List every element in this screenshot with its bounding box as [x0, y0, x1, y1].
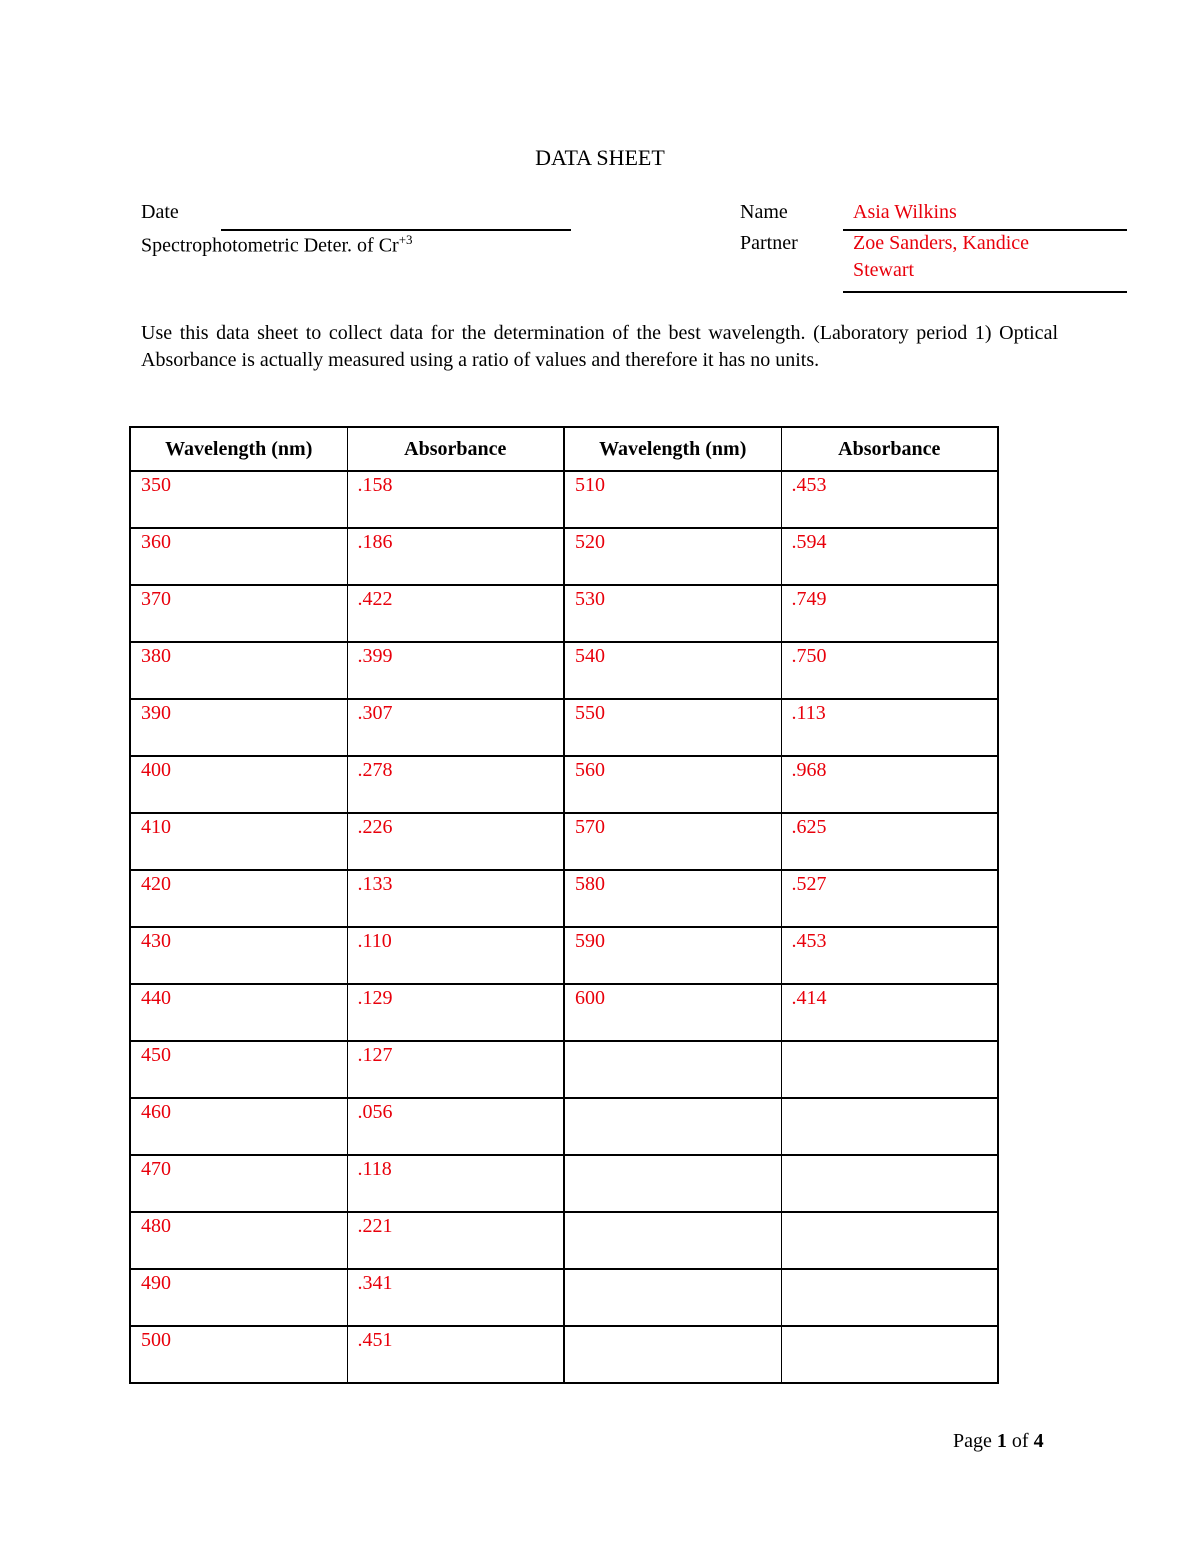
wavelength-value: 510 [575, 474, 605, 496]
absorbance-cell[interactable] [347, 870, 564, 927]
wavelength-value: 410 [141, 816, 171, 838]
wavelength-cell[interactable] [130, 1326, 347, 1383]
experiment-title [141, 232, 413, 258]
table-row [130, 699, 998, 756]
header-absorbance-1: Absorbance [347, 427, 564, 471]
absorbance-value: .129 [357, 987, 393, 1009]
absorbance-value: .226 [357, 816, 393, 838]
absorbance-value: .158 [357, 474, 393, 496]
partner-label: Partner [740, 232, 798, 254]
wavelength-value [565, 1042, 781, 1044]
wavelength-value: 550 [575, 702, 605, 724]
absorbance-cell[interactable] [347, 585, 564, 642]
table-row [130, 756, 998, 813]
absorbance-value: .625 [791, 816, 827, 838]
wavelength-cell[interactable] [564, 528, 781, 585]
wavelength-value [565, 1099, 781, 1101]
absorbance-cell[interactable] [781, 870, 998, 927]
name-value: Asia Wilkins [853, 201, 957, 223]
absorbance-value: .453 [791, 930, 827, 952]
absorbance-cell[interactable] [347, 1041, 564, 1098]
absorbance-value: .278 [357, 759, 393, 781]
wavelength-cell[interactable] [564, 1326, 781, 1383]
absorbance-cell[interactable] [781, 1326, 998, 1383]
table-row [130, 471, 998, 528]
absorbance-cell[interactable] [781, 927, 998, 984]
wavelength-cell[interactable] [130, 756, 347, 813]
table-row [130, 1098, 998, 1155]
table-row [130, 1212, 998, 1269]
absorbance-cell[interactable] [781, 984, 998, 1041]
absorbance-cell[interactable] [781, 1155, 998, 1212]
table-row [130, 1269, 998, 1326]
table-row [130, 585, 998, 642]
absorbance-cell[interactable] [781, 699, 998, 756]
wavelength-cell[interactable] [564, 1269, 781, 1326]
wavelength-cell[interactable] [564, 1155, 781, 1212]
absorbance-cell[interactable] [781, 642, 998, 699]
absorbance-value: .056 [357, 1101, 393, 1123]
absorbance-cell[interactable] [781, 585, 998, 642]
wavelength-cell[interactable] [130, 1155, 347, 1212]
absorbance-value: .750 [791, 645, 827, 667]
absorbance-cell[interactable] [347, 1269, 564, 1326]
wavelength-cell[interactable] [130, 1269, 347, 1326]
absorbance-value [782, 1213, 998, 1215]
wavelength-cell[interactable] [564, 699, 781, 756]
absorbance-cell[interactable] [347, 756, 564, 813]
wavelength-value: 520 [575, 531, 605, 553]
absorbance-value: .186 [357, 531, 393, 553]
wavelength-cell[interactable] [564, 813, 781, 870]
absorbance-cell[interactable] [347, 927, 564, 984]
absorbance-cell[interactable] [781, 756, 998, 813]
partner-field[interactable] [843, 231, 1127, 293]
wavelength-value: 500 [141, 1329, 171, 1351]
wavelength-value: 480 [141, 1215, 171, 1237]
wavelength-value [565, 1156, 781, 1158]
table-row [130, 1041, 998, 1098]
wavelength-value: 350 [141, 474, 171, 496]
absorbance-cell[interactable] [781, 471, 998, 528]
wavelength-value [565, 1270, 781, 1272]
table-header-row [130, 427, 998, 471]
absorbance-value: .221 [357, 1215, 393, 1237]
page-current: 1 [996, 1430, 1007, 1452]
wavelength-value: 420 [141, 873, 171, 895]
wavelength-cell[interactable] [130, 699, 347, 756]
page-total: 4 [1033, 1430, 1044, 1452]
absorbance-cell[interactable] [781, 528, 998, 585]
absorbance-value: .749 [791, 588, 827, 610]
wavelength-value: 490 [141, 1272, 171, 1294]
wavelength-cell[interactable] [130, 1041, 347, 1098]
wavelength-cell[interactable] [130, 813, 347, 870]
absorbance-cell[interactable] [347, 699, 564, 756]
wavelength-cell[interactable] [130, 642, 347, 699]
table-row [130, 984, 998, 1041]
absorbance-value: .133 [357, 873, 393, 895]
wavelength-cell[interactable] [130, 1212, 347, 1269]
absorbance-cell[interactable] [347, 984, 564, 1041]
name-label: Name [740, 201, 788, 223]
absorbance-value: .527 [791, 873, 827, 895]
wavelength-value: 600 [575, 987, 605, 1009]
table-row [130, 927, 998, 984]
absorbance-cell[interactable] [347, 528, 564, 585]
absorbance-value: .341 [357, 1272, 393, 1294]
wavelength-cell[interactable] [564, 585, 781, 642]
absorbance-value [782, 1156, 998, 1158]
wavelength-cell[interactable] [130, 528, 347, 585]
wavelength-cell[interactable] [564, 1098, 781, 1155]
absorbance-cell[interactable] [347, 1155, 564, 1212]
absorbance-cell[interactable] [347, 642, 564, 699]
partner-value-line2: Stewart [853, 259, 915, 281]
absorbance-value: .113 [791, 702, 826, 724]
header-wavelength-2: Wavelength (nm) [564, 427, 781, 471]
wavelength-cell[interactable] [130, 984, 347, 1041]
experiment-superscript: +3 [398, 232, 413, 247]
instructions: Use this data sheet to collect data for the determination of the best wavelength. (Laboratory period 1) Optical Absorbance is actually measured using a ratio of values and therefore it has no units. [141, 322, 1058, 371]
wavelength-cell[interactable] [564, 471, 781, 528]
absorbance-value: .422 [357, 588, 393, 610]
absorbance-value: .110 [357, 930, 392, 952]
wavelength-cell[interactable] [130, 870, 347, 927]
wavelength-value: 590 [575, 930, 605, 952]
partner-value-line1: Zoe Sanders, Kandice [853, 232, 1030, 254]
wavelength-cell[interactable] [130, 471, 347, 528]
absorbance-cell[interactable] [781, 1098, 998, 1155]
wavelength-value: 540 [575, 645, 605, 667]
table-row [130, 528, 998, 585]
wavelength-value: 400 [141, 759, 171, 781]
wavelength-cell[interactable] [564, 870, 781, 927]
wavelength-value: 430 [141, 930, 171, 952]
absorbance-value: .453 [791, 474, 827, 496]
page-title: DATA SHEET [535, 145, 665, 170]
absorbance-value: .127 [357, 1044, 393, 1066]
absorbance-cell[interactable] [347, 1326, 564, 1383]
wavelength-value: 470 [141, 1158, 171, 1180]
absorbance-cell[interactable] [781, 1212, 998, 1269]
absorbance-value [782, 1327, 998, 1329]
wavelength-value: 570 [575, 816, 605, 838]
wavelength-value: 440 [141, 987, 171, 1009]
name-field[interactable] [843, 200, 1127, 231]
of-word: of [1011, 1430, 1029, 1452]
absorbance-value: .414 [791, 987, 827, 1009]
wavelength-value [565, 1327, 781, 1329]
wavelength-value: 580 [575, 873, 605, 895]
wavelength-cell[interactable] [130, 585, 347, 642]
page-number [953, 1430, 1044, 1453]
absorbance-value: .594 [791, 531, 827, 553]
table-row [130, 813, 998, 870]
date-field[interactable] [221, 200, 571, 231]
absorbance-value: .399 [357, 645, 393, 667]
absorbance-value [782, 1270, 998, 1272]
absorbance-value [782, 1099, 998, 1101]
wavelength-value: 380 [141, 645, 171, 667]
header-absorbance-2: Absorbance [781, 427, 998, 471]
wavelength-value: 560 [575, 759, 605, 781]
wavelength-cell[interactable] [130, 927, 347, 984]
date-label: Date [141, 201, 179, 223]
absorbance-value: .451 [357, 1329, 393, 1351]
absorbance-cell[interactable] [347, 1098, 564, 1155]
wavelength-value: 360 [141, 531, 171, 553]
wavelength-cell[interactable] [564, 984, 781, 1041]
wavelength-value [565, 1213, 781, 1215]
wavelength-value: 370 [141, 588, 171, 610]
wavelength-value: 390 [141, 702, 171, 724]
wavelength-cell[interactable] [564, 642, 781, 699]
absorbance-value: .118 [357, 1158, 392, 1180]
page-word: Page [953, 1430, 992, 1452]
header-wavelength-1: Wavelength (nm) [130, 427, 347, 471]
wavelength-cell[interactable] [564, 1041, 781, 1098]
absorbance-cell[interactable] [781, 813, 998, 870]
wavelength-cell[interactable] [564, 756, 781, 813]
absorbance-value [782, 1042, 998, 1044]
absorbance-table [129, 426, 999, 1384]
absorbance-value: .307 [357, 702, 393, 724]
wavelength-cell[interactable] [564, 927, 781, 984]
absorbance-cell[interactable] [347, 1212, 564, 1269]
absorbance-cell[interactable] [347, 471, 564, 528]
absorbance-cell[interactable] [347, 813, 564, 870]
table-row [130, 642, 998, 699]
absorbance-cell[interactable] [781, 1041, 998, 1098]
wavelength-value: 460 [141, 1101, 171, 1123]
absorbance-cell[interactable] [781, 1269, 998, 1326]
wavelength-value: 530 [575, 588, 605, 610]
wavelength-cell[interactable] [564, 1212, 781, 1269]
wavelength-value: 450 [141, 1044, 171, 1066]
table-row [130, 1155, 998, 1212]
wavelength-cell[interactable] [130, 1098, 347, 1155]
experiment-label: Spectrophotometric Deter. of Cr [141, 234, 399, 257]
absorbance-value: .968 [791, 759, 827, 781]
table-row [130, 1326, 998, 1383]
table-row [130, 870, 998, 927]
